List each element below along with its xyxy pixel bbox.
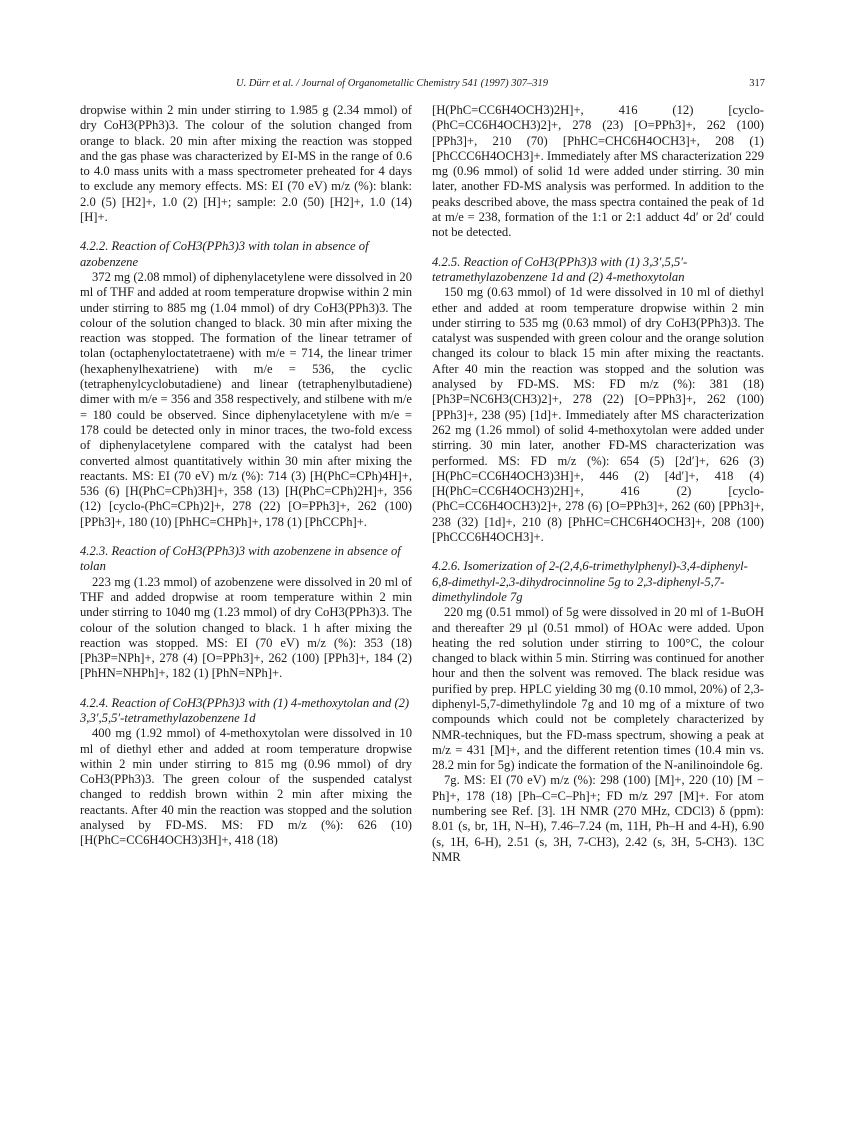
paragraph-7g-data: 7g. MS: EI (70 eV) m/z (%): 298 (100) [M]+, 220 (10) [M − Ph]+, 178 (18) [Ph–C=C–Ph]+; FD m/z 297 [M]+. For atom numbering see Ref. [3]. 1H NMR (270 MHz, CDCl3) δ (ppm): 8.01 (s, br, 1H, N–H), 7.46–7.24 (m, 11H, Ph–H and 4-H), 6.90 (s, 1H, 6-H), 2.51 (s, 3H, 7-CH3), 2.42 (s, 3H, 5-CH3). 13C NMR: [432, 773, 764, 864]
page-number: 317: [749, 78, 765, 89]
section-heading-4-2-3: 4.2.3. Reaction of CoH3(PPh3)3 with azobenzene in absence of tolan: [80, 544, 401, 574]
section-heading-4-2-4: 4.2.4. Reaction of CoH3(PPh3)3 with (1) 4-methoxytolan and (2) 3,3′,5,5′-tetramethylazobenzene 1d: [80, 695, 410, 725]
paragraph-4-2-5: 150 mg (0.63 mmol) of 1d were dissolved in 10 ml of diethyl ether and added at room temperature dropwise within 2 min under stirring to 535 mg (0.63 mmol) of dry CoH3(PPh3)3. The catalyst was suspended with green colour and the orange solution changed its colour to black 15 min after mixing the reactants. After 40 min the reaction was stopped and the solution was analysed by FD-MS. MS: FD m/z (%): 381 (18) [Ph3P=NC6H3(CH3)2]+, 278 (22) [O=PPh3]+, 262 (100) [PPh3]+, 238 (95) [1d]+. Immediately after MS characterization 262 mg (1.26 mmol) of solid 4-methoxytolan were added under stirring. 30 min later, another FD-MS characterization was performed. MS: FD m/z (%): 654 (5) [2d′]+, 626 (3) [H(PhC=CC6H4OCH3)3H]+, 446 (2) [4d′]+, 418 (4) [H(PhC=CC6H4OCH3)2H]+, 416 (2) [cyclo-(PhC=CC6H4OCH3)2]+, 278 (6) [O=PPh3]+, 262 (60) [PPh3]+, 238 (32) [1d]+, 210 (8) [PhHC=CHC6H4OCH3]+, 208 (100) [PhCCC6H4OCH3]+.: [432, 285, 764, 545]
right-column: [432, 103, 764, 865]
paragraph-continued: dropwise within 2 min under stirring to 1.985 g (2.34 mmol) of dry CoH3(PPh3)3. The colour of the solution changed from orange to black. 20 min after mixing the reaction was stopped and the gas phase was characterized by EI-MS in the range of 0.6 to 4.0 mass units with a mass spectrometer preheated for 4 days to exclude any memory effects. MS: EI (70 eV) m/z (%): blank: 2.0 (5) [H2]+, 1.0 (2) [H]+; sample: 2.0 (50) [H2]+, 1.0 (14) [H]+.: [80, 103, 412, 225]
paragraph-4-2-6: 220 mg (0.51 mmol) of 5g were dissolved in 20 ml of 1-BuOH and thereafter 29 µl (0.51 mmol) of HOAc were added. Upon heating the red solution under stirring to 100°C, the colour changed to black within 5 min. Stirring was continued for another hour and then the solvent was removed. The black residue was purified by prep. HPLC yielding 30 mg (0.10 mmol, 20%) of 2,3-diphenyl-5,7-dimethylindole 7g and 10 mg of a mixture of two compounds which could not be completely characterized by NMR-techniques, but the FD-mass spectrum, showing a peak at m/z = 431 [M]+, and the different retention times (10.4 min vs. 28.2 min for 5g) indicate the formation of the N-anilinoindole 6g.: [432, 605, 764, 773]
paragraph-4-2-2: 372 mg (2.08 mmol) of diphenylacetylene were dissolved in 20 ml of THF and added at room temperature dropwise within 2 min under stirring to 885 mg (1.04 mmol) of dry CoH3(PPh3)3. The colour of the solution changed to black. 30 min after mixing the reaction was stopped. The formation of the linear tetramer of tolan (octaphenyloctatetraene) with m/e = 714, the linear trimer (hexaphenylhexatriene) with m/e = 536, the cyclic (tetraphenylcyclobutadiene) and linear (tetraphenylbutadiene) dimer with m/e = 356 and 358 respectively, and stilbene with m/e = 180 could be observed. Since diphenylacetylene with m/e = 178 could be detected only in minor traces, the two-fold excess of diphenylacetylene compared with the catalyst had been converted almost quantitatively within 30 min after mixing the reactants. MS: EI (70 eV) m/z (%): 714 (3) [H(PhC=CPh)4H]+, 536 (6) [H(PhC=CPh)3H]+, 358 (13) [H(PhC=CPh)2H]+, 356 (12) [cyclo-(PhC=CPh)2]+, 278 (22) [O=PPh3]+, 262 (100) [PPh3]+, 180 (10) [PhHC=CHPh]+, 178 (1) [PhCCPh]+.: [80, 269, 412, 529]
running-title: U. Dürr et al. / Journal of Organometallic Chemistry 541 (1997) 307–319: [236, 78, 548, 89]
section-heading-4-2-6: 4.2.6. Isomerization of 2-(2,4,6-trimethylphenyl)-3,4-diphenyl-6,8-dimethyl-2,3-dihydrocinnoline 5g to 2,3-diphenyl-5,7-dimethylindole 7g: [432, 559, 748, 604]
left-column: [80, 103, 412, 849]
paragraph-4-2-3: 223 mg (1.23 mmol) of azobenzene were dissolved in 20 ml of THF and added dropwise at room temperature within 2 min under stirring to 1040 mg (1.23 mmol) of dry CoH3(PPh3)3. The colour of the solution changed to black. 1 h after mixing the reaction was stopped. MS: EI (70 eV) m/z (%): 353 (18) [Ph3P=NPh]+, 278 (4) [O=PPh3]+, 262 (100) [PPh3]+, 184 (2) [PhHN=NHPh]+, 182 (1) [PhN=NPh]+.: [80, 574, 412, 681]
section-heading-4-2-2: 4.2.2. Reaction of CoH3(PPh3)3 with tolan in absence of azobenzene: [80, 239, 369, 269]
running-header: [0, 78, 845, 94]
paragraph-continued-right: [H(PhC=CC6H4OCH3)2H]+, 416 (12) [cyclo-(PhC=CC6H4OCH3)2]+, 278 (23) [O=PPh3]+, 262 (100) [PPh3]+, 210 (70) [PhHC=CHC6H4OCH3]+, 208 (1) [PhCCC6H4OCH3]+. Immediately after MS characterization 229 mg (0.96 mmol) of solid 1d were added under stirring. 30 min later, another FD-MS analysis was performed. In addition to the peaks described above, the mass spectra contained the peak of 1d at m/e = 238, formation of the 1:1 or 2:1 adduct 4d′ or 2d′ could not be detected.: [432, 103, 764, 240]
paragraph-4-2-4: 400 mg (1.92 mmol) of 4-methoxytolan were dissolved in 10 ml of diethyl ether and added at room temperature dropwise within 2 min under stirring to 815 mg (0.96 mmol) of dry CoH3(PPh3)3. The green colour of the suspended catalyst changed to reddish brown within 2 min after mixing the reactants. After 40 min the reaction was stopped and the solution analysed by FD-MS. MS: FD m/z (%): 626 (10) [H(PhC=CC6H4OCH3)3H]+, 418 (18): [80, 726, 412, 848]
section-heading-4-2-5: 4.2.5. Reaction of CoH3(PPh3)3 with (1) 3,3′,5,5′-tetramethylazobenzene 1d and (2) 4-methoxytolan: [432, 254, 688, 284]
